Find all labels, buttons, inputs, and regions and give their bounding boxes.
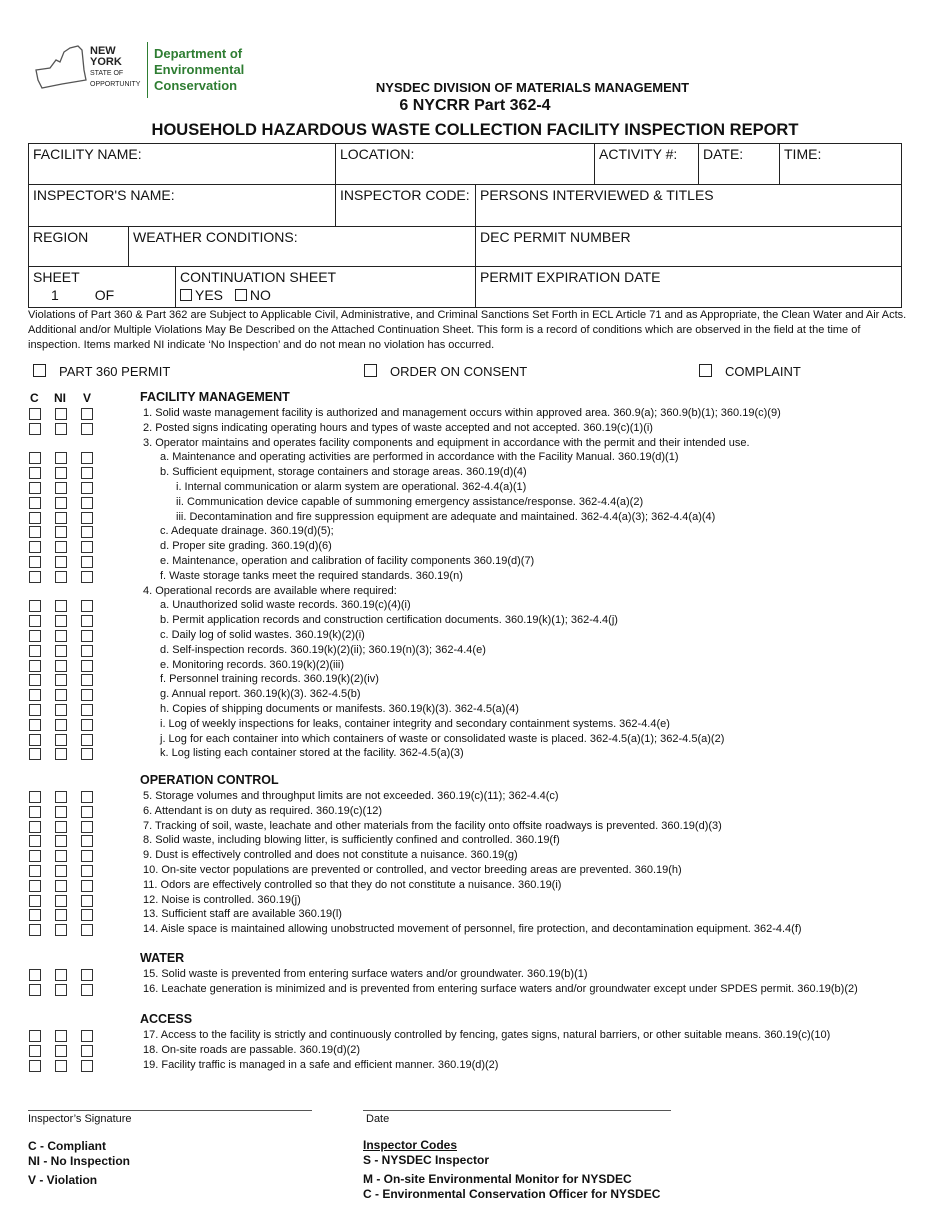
sheet-field[interactable]: SHEET 1 OF [29, 267, 176, 307]
compliant-checkbox[interactable] [29, 541, 41, 553]
violation-checkbox[interactable] [81, 452, 93, 464]
no-label: NO [249, 287, 271, 303]
no-inspection-checkbox[interactable] [55, 541, 67, 553]
facility-info-grid [28, 143, 902, 308]
compliant-checkbox[interactable] [29, 821, 41, 833]
checklist-item: 10. On-site vector populations are prevented or controlled, and vector breeding areas are prevented. 360.19(h) [143, 864, 682, 876]
no-inspection-checkbox[interactable] [55, 645, 67, 657]
violation-checkbox[interactable] [81, 556, 93, 568]
no-inspection-checkbox[interactable] [55, 689, 67, 701]
checklist-item: f. Waste storage tanks meet the required standards. 360.19(n) [160, 569, 463, 582]
code-m: M - On-site Environmental Monitor for NYSDEC [363, 1172, 632, 1186]
continuation-no-checkbox[interactable] [235, 289, 247, 301]
checklist-item: 19. Facility traffic is managed in a safe and efficient manner. 360.19(d)(2) [143, 1058, 499, 1071]
violation-checkbox[interactable] [81, 895, 93, 907]
no-inspection-checkbox[interactable] [55, 1030, 67, 1042]
checklist-item: 16. Leachate generation is minimized and is prevented from entering surface waters and/or groundwater except under SPDES permit. 360.19(b)(2) [143, 982, 858, 995]
checklist-item: 11. Odors are effectively controlled so that they do not constitute a nuisance. 360.19(i) [143, 878, 562, 891]
compliant-checkbox[interactable] [29, 512, 41, 524]
violation-checkbox[interactable] [81, 1030, 93, 1042]
legend-compliant: C - Compliant [28, 1139, 106, 1153]
compliant-checkbox[interactable] [29, 835, 41, 847]
checklist-item: h. Copies of shipping documents or manifests. 360.19(k)(3). 362-4.5(a)(4) [160, 703, 519, 715]
violation-checkbox[interactable] [81, 865, 93, 877]
checklist-item: 4. Operational records are available where required: [143, 584, 397, 597]
compliant-checkbox[interactable] [29, 526, 41, 538]
no-inspection-checkbox[interactable] [55, 984, 67, 996]
col-compliant: C [30, 391, 39, 405]
col-violation: V [83, 391, 92, 405]
violation-checkbox[interactable] [81, 660, 93, 672]
compliant-checkbox[interactable] [29, 556, 41, 568]
violation-checkbox[interactable] [81, 984, 93, 996]
compliant-checkbox[interactable] [29, 806, 41, 818]
permit-number-field[interactable]: DEC PERMIT NUMBER [476, 227, 901, 267]
compliant-checkbox[interactable] [29, 467, 41, 479]
location-field[interactable]: LOCATION: [336, 144, 595, 185]
checklist-item: 1. Solid waste management facility is authorized and management occurs within approved area. 360.9(a); 360.9(b)(1); 360.19(c)(9) [143, 407, 781, 419]
violation-checkbox[interactable] [81, 497, 93, 509]
section-title: FACILITY MANAGEMENT [140, 390, 290, 404]
violation-checkbox[interactable] [81, 924, 93, 936]
compliant-checkbox[interactable] [29, 645, 41, 657]
checklist-item: e. Monitoring records. 360.19(k)(2)(iii) [160, 658, 345, 671]
no-inspection-checkbox[interactable] [55, 969, 67, 981]
checklist-item: 7. Tracking of soil, waste, leachate and other materials from the facility onto offsite roadways is prevented. 360.19(d)(3) [143, 819, 722, 832]
checklist-item: iii. Decontamination and fire suppression equipment are adequate and maintained. 362-4.4(a)(3); 362-4.4(a)(4) [176, 510, 716, 523]
no-inspection-checkbox[interactable] [55, 1060, 67, 1072]
checklist-item: 5. Storage volumes and throughput limits are not exceeded. 360.19(c)(11); 362-4.4(c) [143, 790, 559, 802]
checklist-item: b. Sufficient equipment, storage containers and storage areas. 360.19(d)(4) [160, 466, 527, 479]
compliant-checkbox[interactable] [29, 1045, 41, 1057]
no-inspection-checkbox[interactable] [55, 806, 67, 818]
inspector-name-field[interactable]: INSPECTOR'S NAME: [29, 185, 336, 227]
checklist-item: ii. Communication device capable of summoning emergency assistance/response. 362-4.4(a)(2) [176, 495, 644, 508]
date-label: Date [366, 1113, 390, 1125]
no-inspection-checkbox[interactable] [55, 850, 67, 862]
facility-name-field[interactable]: FACILITY NAME: [29, 144, 336, 185]
violation-checkbox[interactable] [81, 880, 93, 892]
date-field[interactable]: DATE: [699, 144, 780, 185]
checklist-item: d. Proper site grading. 360.19(d)(6) [160, 540, 332, 553]
complaint-option[interactable]: COMPLAINT [699, 364, 801, 379]
violation-checkbox[interactable] [81, 704, 93, 716]
order-on-consent-option[interactable]: ORDER ON CONSENT [364, 364, 527, 379]
no-inspection-checkbox[interactable] [55, 630, 67, 642]
time-field[interactable]: TIME: [780, 144, 901, 185]
violation-checkbox[interactable] [81, 689, 93, 701]
division-heading: NYSDEC DIVISION OF MATERIALS MANAGEMENT [375, 80, 690, 95]
compliant-checkbox[interactable] [29, 571, 41, 583]
compliant-checkbox[interactable] [29, 674, 41, 686]
no-inspection-checkbox[interactable] [55, 674, 67, 686]
checklist-item: 2. Posted signs indicating operating hours and types of waste accepted and not accepted. 360.19(c)(1)(i) [143, 421, 653, 434]
compliant-checkbox[interactable] [29, 630, 41, 642]
no-inspection-checkbox[interactable] [55, 1045, 67, 1057]
checklist-item: 3. Operator maintains and operates facility components and equipment in accordance with the permit and their intended use. [143, 436, 750, 449]
checklist-item: 9. Dust is effectively controlled and does not constitute a nuisance. 360.19(g) [143, 849, 518, 862]
compliant-checkbox[interactable] [29, 969, 41, 981]
no-inspection-checkbox[interactable] [55, 467, 67, 479]
no-inspection-checkbox[interactable] [55, 719, 67, 731]
violations-notice: Violations of Part 360 & Part 362 are Subject to Applicable Civil, Administrative, and Criminal Sanctions Set Forth in ECL Article 71 and as Appropriate, the Clean Water and Air Acts. Additional and/or Multiple Violations May Be Described on the Attached Continuation Sheet. This form is a record of conditions which are observed in the field at the time of inspection. Items marked NI indicate ‘No Inspection’ and do not mean no violation has occurred. [28, 309, 907, 351]
compliant-checkbox[interactable] [29, 408, 41, 420]
compliant-checkbox[interactable] [29, 984, 41, 996]
violation-checkbox[interactable] [81, 969, 93, 981]
violation-checkbox[interactable] [81, 748, 93, 760]
no-inspection-checkbox[interactable] [55, 791, 67, 803]
checklist-item: 6. Attendant is on duty as required. 360.19(c)(12) [143, 804, 383, 817]
compliant-checkbox[interactable] [29, 748, 41, 760]
violation-checkbox[interactable] [81, 835, 93, 847]
section-title: OPERATION CONTROL [140, 773, 279, 787]
violation-checkbox[interactable] [81, 615, 93, 627]
report-title: HOUSEHOLD HAZARDOUS WASTE COLLECTION FACILITY INSPECTION REPORT [151, 121, 799, 139]
compliant-checkbox[interactable] [29, 909, 41, 921]
compliant-checkbox[interactable] [29, 452, 41, 464]
inspector-code-field[interactable]: INSPECTOR CODE: [336, 185, 476, 227]
permit-expiration-field[interactable]: PERMIT EXPIRATION DATE [480, 269, 661, 285]
compliant-checkbox[interactable] [29, 615, 41, 627]
checklist-item: 12. Noise is controlled. 360.19(j) [143, 893, 301, 906]
continuation-sheet-field: CONTINUATION SHEET YES NO [176, 267, 476, 307]
checklist-item: 8. Solid waste, including blowing litter, is sufficiently confined and controlled. 360.19(f) [143, 834, 560, 847]
compliant-checkbox[interactable] [29, 734, 41, 746]
no-inspection-checkbox[interactable] [55, 571, 67, 583]
checklist-item: j. Log for each container into which containers of waste or consolidated waste is placed. 362-4.5(a)(1); 362-4.5(a)(2) [160, 732, 725, 745]
violation-checkbox[interactable] [81, 645, 93, 657]
compliant-checkbox[interactable] [29, 689, 41, 701]
violation-checkbox[interactable] [81, 1045, 93, 1057]
checkbox-icon [33, 364, 46, 377]
legend-no-inspection: NI - No Inspection [28, 1154, 130, 1168]
violation-checkbox[interactable] [81, 526, 93, 538]
persons-interviewed-field[interactable]: PERSONS INTERVIEWED & TITLES [476, 185, 901, 227]
sheet-number: 1 [51, 287, 59, 303]
no-inspection-checkbox[interactable] [55, 895, 67, 907]
compliant-checkbox[interactable] [29, 791, 41, 803]
checklist-item: d. Self-inspection records. 360.19(k)(2)(ii); 360.19(n)(3); 362-4.4(e) [160, 643, 486, 656]
checklist-item: f. Personnel training records. 360.19(k)(2)(iv) [160, 673, 379, 686]
compliant-checkbox[interactable] [29, 1060, 41, 1072]
violation-checkbox[interactable] [81, 423, 93, 435]
compliant-checkbox[interactable] [29, 895, 41, 907]
compliant-checkbox[interactable] [29, 704, 41, 716]
compliant-checkbox[interactable] [29, 1030, 41, 1042]
checklist-item: i. Internal communication or alarm system are operational. 362-4.4(a)(1) [176, 481, 527, 493]
compliant-checkbox[interactable] [29, 850, 41, 862]
violation-checkbox[interactable] [81, 512, 93, 524]
code-s: S - NYSDEC Inspector [363, 1153, 490, 1167]
violation-checkbox[interactable] [81, 600, 93, 612]
checkbox-icon [699, 364, 712, 377]
legend-violation: V - Violation [28, 1173, 98, 1187]
activity-field[interactable]: ACTIVITY #: [595, 144, 699, 185]
no-inspection-checkbox[interactable] [55, 512, 67, 524]
violation-checkbox[interactable] [81, 571, 93, 583]
continuation-yes-checkbox[interactable] [180, 289, 192, 301]
no-inspection-checkbox[interactable] [55, 497, 67, 509]
inspector-codes-title: Inspector Codes [363, 1138, 458, 1152]
weather-field[interactable]: WEATHER CONDITIONS: [129, 227, 476, 267]
no-inspection-checkbox[interactable] [55, 423, 67, 435]
violation-checkbox[interactable] [81, 541, 93, 553]
section-title: ACCESS [140, 1012, 193, 1026]
checklist-item: 18. On-site roads are passable. 360.19(d)(2) [143, 1043, 361, 1056]
no-inspection-checkbox[interactable] [55, 924, 67, 936]
checklist-item: g. Annual report. 360.19(k)(3). 362-4.5(b) [160, 688, 361, 701]
col-no-inspection: NI [54, 391, 66, 405]
no-inspection-checkbox[interactable] [55, 482, 67, 494]
violation-checkbox[interactable] [81, 408, 93, 420]
no-inspection-checkbox[interactable] [55, 660, 67, 672]
compliant-checkbox[interactable] [29, 660, 41, 672]
compliant-checkbox[interactable] [29, 880, 41, 892]
compliant-checkbox[interactable] [29, 423, 41, 435]
no-inspection-checkbox[interactable] [55, 909, 67, 921]
compliant-checkbox[interactable] [29, 482, 41, 494]
signature-label: Inspector’s Signature [28, 1113, 132, 1125]
no-inspection-checkbox[interactable] [55, 734, 67, 746]
no-inspection-checkbox[interactable] [55, 408, 67, 420]
no-inspection-checkbox[interactable] [55, 748, 67, 760]
violation-checkbox[interactable] [81, 850, 93, 862]
checklist-item: 17. Access to the facility is strictly and continuously controlled by fencing, gates signs, natural barriers, or other suitable means. 360.19(c)(10) [143, 1029, 831, 1041]
no-inspection-checkbox[interactable] [55, 880, 67, 892]
violation-checkbox[interactable] [81, 909, 93, 921]
no-inspection-checkbox[interactable] [55, 615, 67, 627]
checklist-item: c. Adequate drainage. 360.19(d)(5); [160, 525, 334, 538]
no-inspection-checkbox[interactable] [55, 556, 67, 568]
no-inspection-checkbox[interactable] [55, 704, 67, 716]
compliant-checkbox[interactable] [29, 600, 41, 612]
violation-checkbox[interactable] [81, 482, 93, 494]
no-inspection-checkbox[interactable] [55, 526, 67, 538]
checkbox-icon [364, 364, 377, 377]
checklist-item: c. Daily log of solid wastes. 360.19(k)(2)(i) [160, 629, 365, 641]
violation-checkbox[interactable] [81, 791, 93, 803]
violation-checkbox[interactable] [81, 630, 93, 642]
region-field[interactable]: REGION [29, 227, 129, 267]
yes-label: YES [195, 287, 224, 303]
checklist-item: a. Unauthorized solid waste records. 360.19(c)(4)(i) [160, 599, 411, 612]
checklist-item: a. Maintenance and operating activities are performed in accordance with the Facility Manual. 360.19(d)(1) [160, 451, 679, 464]
checklist-item: k. Log listing each container stored at the facility. 362-4.5(a)(3) [160, 747, 464, 760]
violation-checkbox[interactable] [81, 467, 93, 479]
checklist-item: 13. Sufficient staff are available 360.19(l) [143, 908, 342, 921]
section-title: WATER [140, 951, 185, 965]
checklist-item: i. Log of weekly inspections for leaks, container integrity and secondary containment systems. 362-4.4(e) [160, 717, 670, 730]
violation-checkbox[interactable] [81, 821, 93, 833]
violation-checkbox[interactable] [81, 674, 93, 686]
violation-checkbox[interactable] [81, 719, 93, 731]
violation-checkbox[interactable] [81, 734, 93, 746]
part360-permit-option[interactable]: PART 360 PERMIT [33, 364, 170, 379]
logo-state: NEW YORK STATE OF OPPORTUNITY [90, 45, 141, 88]
violation-checkbox[interactable] [81, 1060, 93, 1072]
no-inspection-checkbox[interactable] [55, 835, 67, 847]
checklist-item: 15. Solid waste is prevented from entering surface waters and/or groundwater. 360.19(b)(1) [143, 968, 588, 980]
sheet-of: OF [94, 287, 115, 303]
compliant-checkbox[interactable] [29, 865, 41, 877]
checklist-item: e. Maintenance, operation and calibration of facility components 360.19(d)(7) [160, 555, 535, 567]
code-c: C - Environmental Conservation Officer for NYSDEC [363, 1187, 661, 1201]
compliant-checkbox[interactable] [29, 924, 41, 936]
no-inspection-checkbox[interactable] [55, 821, 67, 833]
checklist-item: b. Permit application records and construction certification documents. 360.19(k)(1); 362-4.4(j) [160, 614, 618, 627]
regulation-heading: 6 NYCRR Part 362-4 [399, 97, 551, 114]
violation-checkbox[interactable] [81, 806, 93, 818]
compliant-checkbox[interactable] [29, 497, 41, 509]
no-inspection-checkbox[interactable] [55, 452, 67, 464]
logo-department: Department of Environmental Conservation [154, 46, 245, 93]
no-inspection-checkbox[interactable] [55, 600, 67, 612]
compliant-checkbox[interactable] [29, 719, 41, 731]
no-inspection-checkbox[interactable] [55, 865, 67, 877]
checklist-item: 14. Aisle space is maintained allowing unobstructed movement of personnel, fire protection, and decontamination equipment. 362-4.4(f) [143, 923, 802, 936]
